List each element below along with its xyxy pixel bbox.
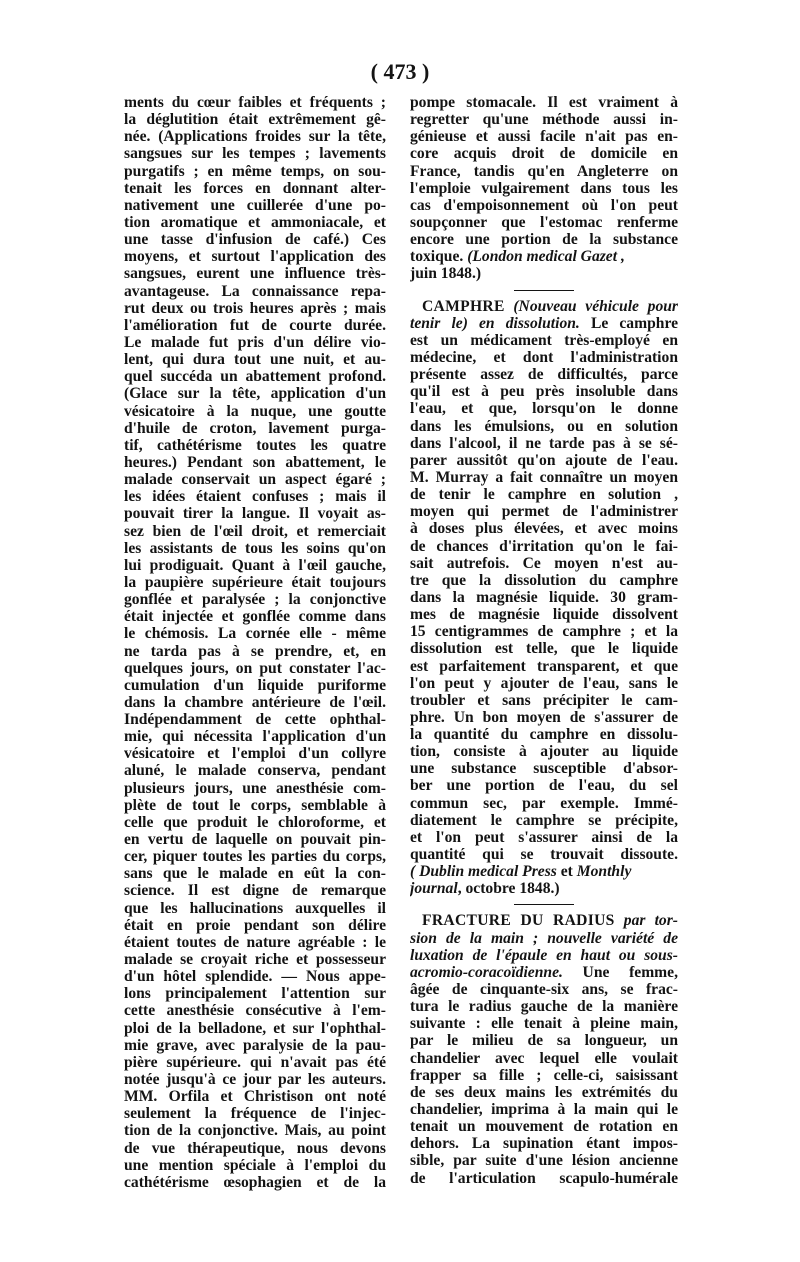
fracture-body-line: tura le radius gauche de la manière: [410, 998, 678, 1016]
left-column-line: d'huile de croton, lavement purga-: [124, 419, 386, 437]
right-section1-line: encore une portion de la substance: [410, 231, 678, 249]
fracture-body-line: par le milieu de sa longueur, un: [410, 1032, 678, 1050]
left-column-line: une tasse d'infusion de café.) Ces: [124, 231, 386, 249]
left-column-line: lent, qui dura tout une nuit, et au-: [124, 351, 386, 369]
left-column-line: seulement la fréquence de l'injec-: [124, 1105, 386, 1123]
left-column-line: science. Il est digne de remarque: [124, 882, 386, 900]
camphre-body-line: commun sec, par exemple. Immé-: [410, 794, 678, 812]
left-column-line: malade conservait un aspect égaré ;: [124, 471, 386, 489]
left-column-line: tif, cathétérisme toutes les quatre: [124, 436, 386, 454]
fracture-body-line: chandelier avec lequel elle voulait: [410, 1049, 678, 1067]
left-column-line: d'un hôtel splendide. — Nous appe-: [124, 968, 386, 986]
fracture-heading: FRACTURE DU RADIUS: [422, 912, 615, 930]
left-column-line: vésicatoire et l'emploi d'un collyre: [124, 745, 386, 763]
camphre-body-line: diatement le camphre se précipite,: [410, 811, 678, 829]
right-section1-line: France, tandis qu'en Angleterre on: [410, 162, 678, 180]
camphre-body-line: M. Murray a fait connaître un moyen: [410, 468, 678, 486]
camphre-source-2: journal, octobre 1848.): [410, 880, 560, 898]
camphre-body-line: présente assez de difficultés, parce: [410, 366, 678, 384]
camphre-body-line: dissolution est telle, que le liquide: [410, 640, 678, 658]
source-line-1: toxique. (London medical Gazet ,: [410, 248, 625, 266]
camphre-body-line: dans les émulsions, ou en solution: [410, 417, 678, 435]
camphre-heading-line: CAMPHRE (Nouveau véhicule pour: [422, 297, 678, 315]
left-column-line: lui prodiguait. Quant à l'œil gauche,: [124, 556, 386, 574]
left-column-line: plusieurs jours, une anesthésie com-: [124, 779, 386, 797]
left-column-line: MM. Orfila et Christison ont noté: [124, 1088, 386, 1106]
right-section1-line: soupçonner que l'estomac renferme: [410, 213, 678, 231]
fracture-body-line: de l'articulation scapulo-humérale: [410, 1169, 678, 1187]
camphre-body-line: médecine, et dont l'administration: [410, 348, 678, 366]
left-column-line: tenait les forces en donnant alter-: [124, 179, 386, 197]
left-column-line: malade se croyait riche et possesseur: [124, 951, 386, 969]
right-section1-line: regretter qu'une méthode aussi in-: [410, 111, 678, 129]
camphre-body-line: mes de magnésie liquide dissolvent: [410, 606, 678, 624]
camphre-body-line: phre. Un bon moyen de s'assurer de: [410, 708, 678, 726]
fracture-subtitle-4: acromio-coracoïdienne. Une femme,: [410, 963, 678, 981]
camphre-body-line: dans l'alcool, il ne tarde pas à se sé-: [410, 434, 678, 452]
left-column: [124, 94, 386, 1191]
camphre-source: ( Dublin medical Press et Monthly: [410, 863, 632, 881]
left-column-line: notée jusqu'à ce jour par les auteurs.: [124, 1071, 386, 1089]
left-column-line: celle que produit le chloroforme, et: [124, 813, 386, 831]
camphre-body-line: l'eau, et que, lorsqu'on le donne: [410, 400, 678, 418]
left-column-line: l'amélioration fut de courte durée.: [124, 316, 386, 334]
left-column-line: sangsues, eurent une influence très-: [124, 265, 386, 283]
left-column-line: tion aromatique et ammoniacale, et: [124, 213, 386, 231]
camphre-body-line: est parfaitement transparent, et que: [410, 657, 678, 675]
camphre-heading: CAMPHRE: [422, 297, 505, 315]
camphre-body-line: dans la magnésie liquide. 30 gram-: [410, 588, 678, 606]
camphre-body-line: l'on peut y ajouter de l'eau, sans le: [410, 674, 678, 692]
date-line-1: juin 1848.): [410, 265, 482, 283]
camphre-body-line: 15 centigrammes de camphre ; et la: [410, 623, 678, 641]
right-section1-line: génieuse et aussi facile n'ait pas en-: [410, 128, 678, 146]
camphre-body-line: est un médicament très-employé en: [410, 331, 678, 349]
left-column-line: quelques jours, on put constater l'ac-: [124, 659, 386, 677]
section-divider-2: [514, 904, 574, 905]
left-column-line: lons principalement l'attention sur: [124, 985, 386, 1003]
fracture-heading-line: FRACTURE DU RADIUS par tor-: [422, 912, 678, 930]
right-section1-line: pompe stomacale. Il est vraiment à: [410, 94, 678, 111]
left-column-line: pière supérieure. qui n'avait pas été: [124, 1053, 386, 1071]
left-column-line: moyens, et surtout l'application des: [124, 248, 386, 266]
left-column-line: quel succéda un abattement profond.: [124, 368, 386, 386]
fracture-body-line: dehors. La supination étant impos-: [410, 1135, 678, 1153]
left-column-line: nativement une cuillerée d'une po-: [124, 196, 386, 214]
left-column-line: tion de la conjonctive. Mais, au point: [124, 1122, 386, 1140]
left-column-line: cumulation d'un liquide puriforme: [124, 676, 386, 694]
camphre-body-line: tion, consiste à ajouter au liquide: [410, 743, 678, 761]
left-column-line: aluné, le malade conserva, pendant: [124, 762, 386, 780]
left-column-line: purgatifs ; en même temps, on sou-: [124, 162, 386, 180]
camphre-body-line: une substance susceptible d'absor-: [410, 760, 678, 778]
left-column-line: de vue thérapeutique, nous devons: [124, 1139, 386, 1157]
left-column-line: que les hallucinations auxquelles il: [124, 899, 386, 917]
fracture-body-line: sible, par suite d'une lésion ancienne: [410, 1152, 678, 1170]
left-column-line: était injectée et gonflée comme dans: [124, 608, 386, 626]
left-column-line: en vertu de laquelle on pouvait pin-: [124, 831, 386, 849]
right-section1-line: cas d'empoisonnement où l'on peut: [410, 196, 678, 214]
left-column-line: née. (Applications froides sur la tête,: [124, 128, 386, 146]
left-column-line: le chémosis. La cornée elle - même: [124, 625, 386, 643]
left-column-line: sez bien de l'œil droit, et remerciait: [124, 522, 386, 540]
camphre-body-line: tre que la dissolution du camphre: [410, 571, 678, 589]
left-column-line: (Glace sur la tête, application d'un: [124, 385, 386, 403]
left-column-line: Indépendamment de cette ophthal-: [124, 711, 386, 729]
left-column-line: les assistants de tous les soins qu'on: [124, 539, 386, 557]
fracture-subtitle-3: luxation de l'épaule en haut ou sous-: [410, 946, 678, 964]
left-column-line: mie, qui nécessita l'application d'un: [124, 728, 386, 746]
camphre-body-line: qu'il est à peu près insoluble dans: [410, 383, 678, 401]
left-column-line: ploi de la belladone, et sur l'ophthal-: [124, 1019, 386, 1037]
left-column-line: cathétérisme œsophagien et de la: [124, 1173, 386, 1191]
camphre-body-line: de chances d'irritation qu'on le fai-: [410, 537, 678, 555]
camphre-body-line: de tenir le camphre en solution ,: [410, 486, 678, 504]
left-column-line: cer, piquer toutes les parties du corps,: [124, 848, 386, 866]
camphre-body-line: sait autrefois. Ce moyen n'est au-: [410, 554, 678, 572]
fracture-body-line: chandelier, imprima à la main qui le: [410, 1101, 678, 1119]
left-column-line: sangsues sur les tempes ; lavements: [124, 145, 386, 163]
camphre-body-line: la quantité du camphre en dissolu-: [410, 726, 678, 744]
camphre-heading-line-2: tenir le) en dissolution. Le camphre: [410, 314, 678, 332]
right-section1-line: core acquis droit de domicile en: [410, 145, 678, 163]
page-number: ( 473 ): [370, 59, 430, 84]
camphre-body-line: troubler et sans précipiter le cam-: [410, 691, 678, 709]
left-column-line: sans que le malade en eût la con-: [124, 865, 386, 883]
fracture-subtitle-2: sion de la main ; nouvelle variété de: [410, 929, 678, 947]
left-column-line: Le malade fut pris d'un délire vio-: [124, 333, 386, 351]
left-column-line: dans la chambre antérieure de l'œil.: [124, 693, 386, 711]
fracture-body-line: tenait un mouvement de rotation en: [410, 1118, 678, 1136]
left-column-line: les idées étaient confuses ; mais il: [124, 488, 386, 506]
left-column-line: la paupière supérieure était toujours: [124, 573, 386, 591]
left-column-line: rut deux ou trois heures après ; mais: [124, 299, 386, 317]
left-column-line: la déglutition était extrêmement gê-: [124, 111, 386, 129]
left-column-line: étaient toutes de nature agréable : le: [124, 933, 386, 951]
camphre-body-line: ber une portion de l'eau, du sel: [410, 777, 678, 795]
left-column-line: avantageuse. La connaissance repa-: [124, 282, 386, 300]
right-column: [410, 94, 678, 1187]
fracture-body-line: frapper sa fille ; celle-ci, saisissant: [410, 1066, 678, 1084]
left-column-line: cette anesthésie consécutive à l'em-: [124, 1002, 386, 1020]
left-column-line: vésicatoire à la nuque, une goutte: [124, 402, 386, 420]
left-column-line: pouvait tirer la langue. Il voyait as-: [124, 505, 386, 523]
camphre-body-line: quantité qui se trouvait dissoute.: [410, 846, 678, 864]
camphre-body-line: et l'on peut s'assurer ainsi de la: [410, 828, 678, 846]
left-column-line: heures.) Pendant son abattement, le: [124, 453, 386, 471]
left-column-line: était en proie pendant son délire: [124, 916, 386, 934]
fracture-body-line: âgée de cinquante-six ans, se frac-: [410, 981, 678, 999]
right-section1-line: l'emploie vulgairement dans tous les: [410, 179, 678, 197]
left-column-line: mie grave, avec paralysie de la pau-: [124, 1036, 386, 1054]
left-column-line: gonflée et paralysée ; la conjonctive: [124, 591, 386, 609]
left-column-line: ments du cœur faibles et fréquents ;: [124, 94, 386, 111]
camphre-body-line: parer aussitôt qu'on ajoute de l'eau.: [410, 451, 678, 469]
left-column-line: une mention spéciale à l'emploi du: [124, 1156, 386, 1174]
section-divider: [514, 290, 574, 291]
camphre-body-line: moyen qui permet de l'administrer: [410, 503, 678, 521]
camphre-body-line: à doses plus élevées, et avec moins: [410, 520, 678, 538]
left-column-line: plète de tout le corps, semblable à: [124, 796, 386, 814]
fracture-body-line: suivante : elle tenait à pleine main,: [410, 1015, 678, 1033]
fracture-body-line: de ses deux mains les extrémités du: [410, 1083, 678, 1101]
left-column-line: ne tarda pas à se prendre, et, en: [124, 642, 386, 660]
